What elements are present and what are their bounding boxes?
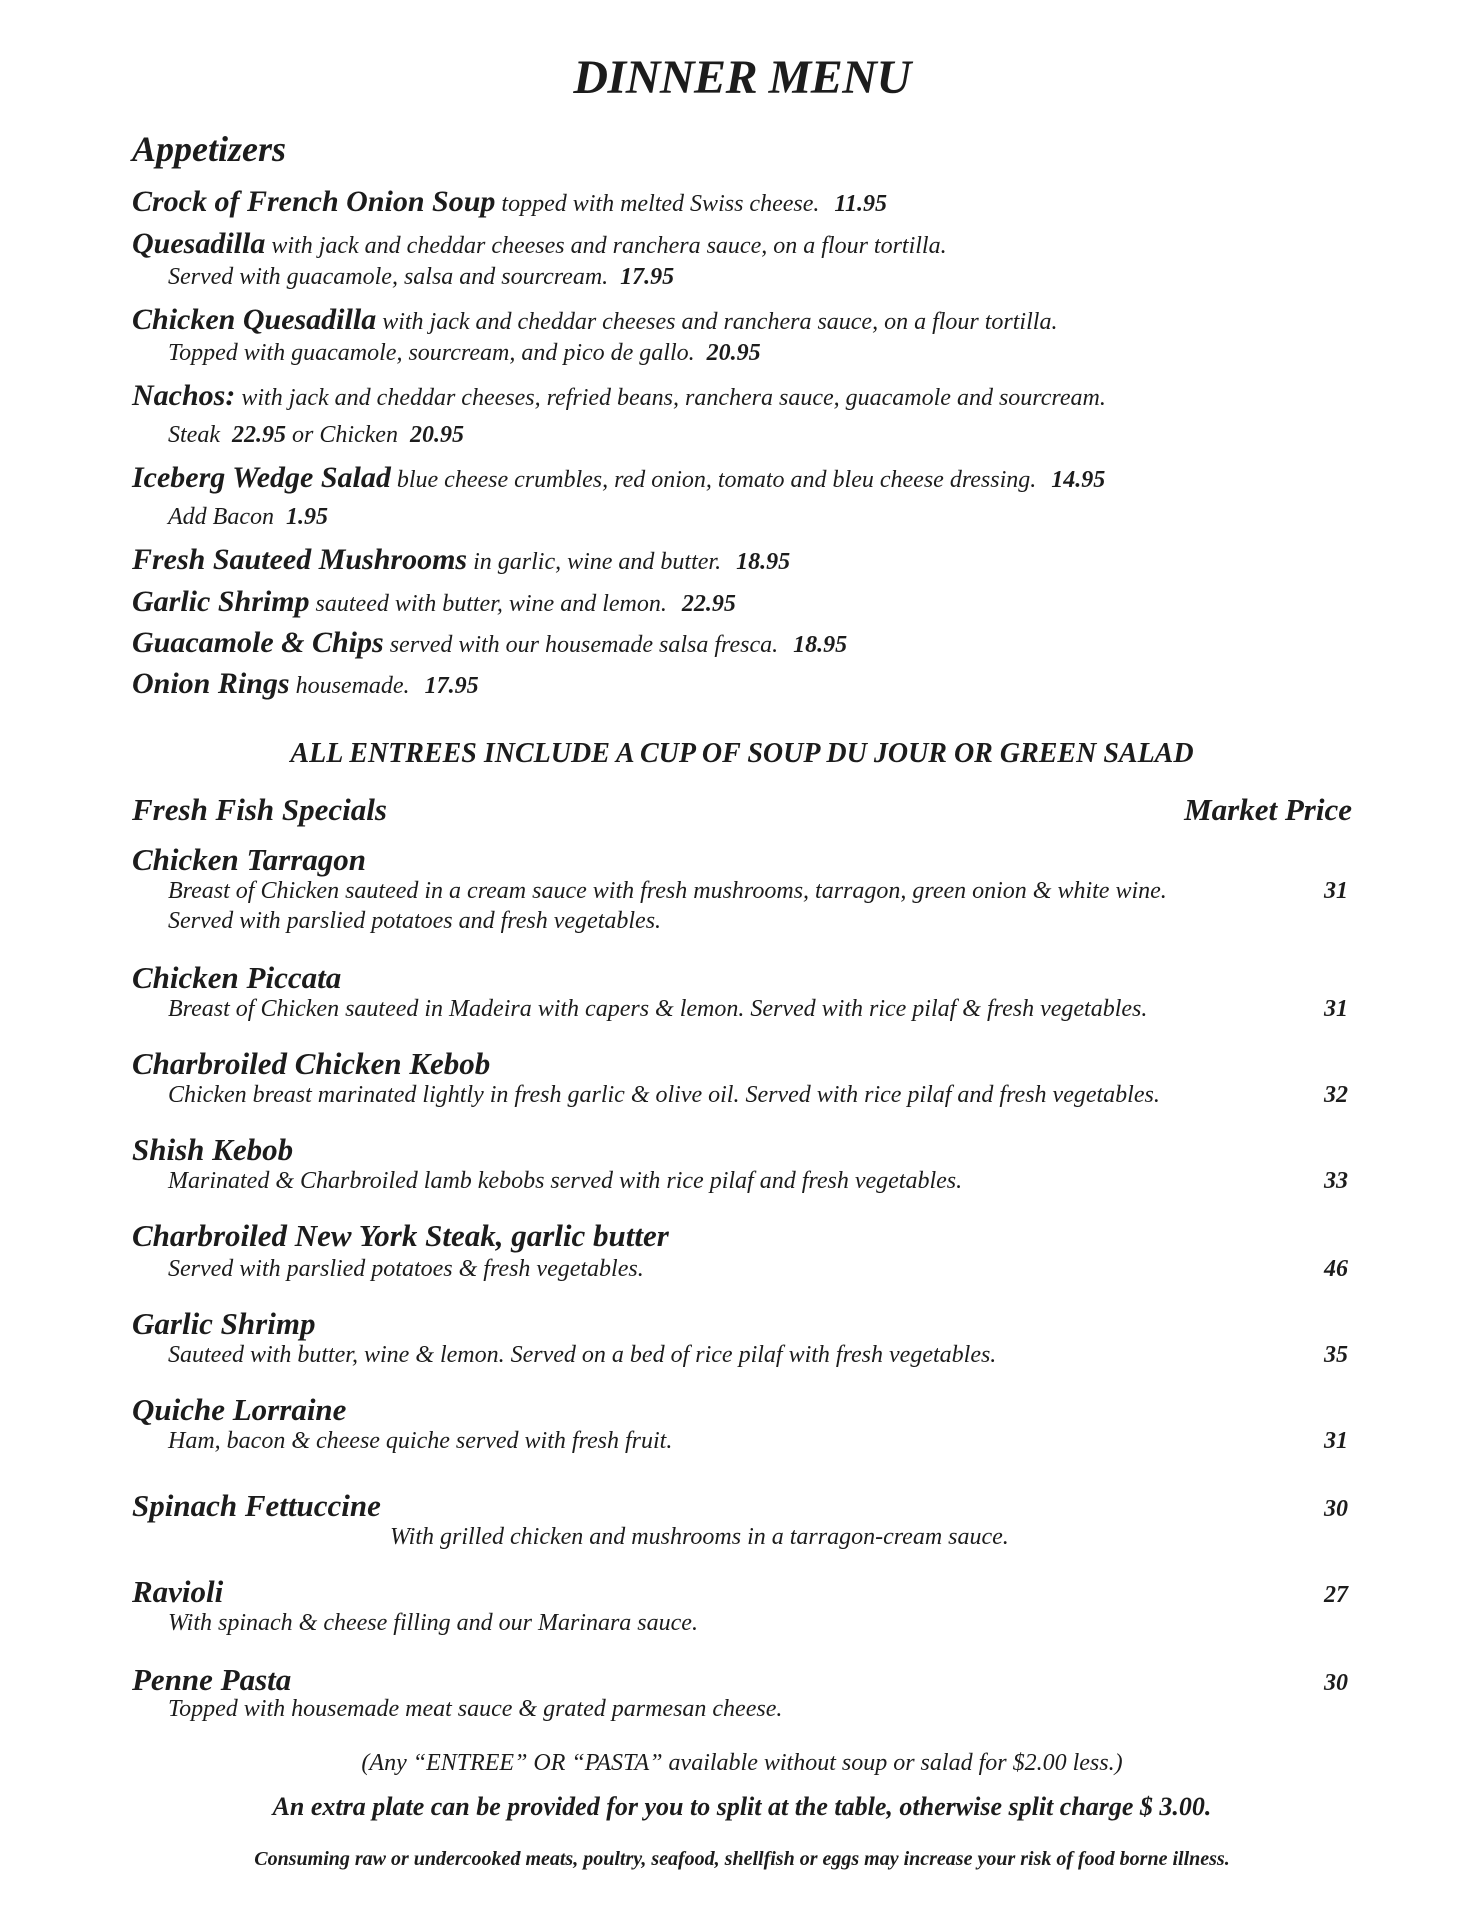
appetizer-price: 18.95 bbox=[793, 632, 848, 658]
appetizer-name: Fresh Sauteed Mushrooms bbox=[132, 543, 468, 576]
appetizer-price: 20.95 bbox=[706, 340, 761, 366]
entree-price: 33 bbox=[1324, 1168, 1348, 1194]
appetizer-name: Nachos: bbox=[132, 379, 236, 412]
entree-price: 30 bbox=[1324, 1670, 1348, 1696]
appetizer-desc: blue cheese crumbles, red onion, tomato and bleu cheese dressing. bbox=[390, 467, 1037, 493]
entree-name: Ravioli bbox=[132, 1574, 224, 1609]
appetizer-item bbox=[132, 625, 847, 663]
appetizer-desc: with jack and cheddar cheeses and ranchera sauce, on a flour tortilla. bbox=[265, 233, 947, 259]
entree-desc: With spinach & cheese filling and our Marinara sauce. bbox=[168, 1610, 698, 1636]
appetizer-desc: housemade. bbox=[289, 673, 410, 699]
entree-name: Shish Kebob bbox=[132, 1132, 294, 1167]
appetizer-sub-desc: Add Bacon bbox=[168, 504, 274, 530]
entree-desc: Chicken breast marinated lightly in fresh garlic & olive oil. Served with rice pilaf and fresh vegetables. bbox=[168, 1082, 1160, 1108]
appetizer-item bbox=[132, 666, 479, 704]
split-charge-note: An extra plate can be provided for you to split at the table, otherwise split charge $ 3.00. bbox=[272, 1792, 1212, 1821]
entrees-banner: ALL ENTREES INCLUDE A CUP OF SOUP DU JOUR OR GREEN SALAD bbox=[290, 738, 1194, 769]
appetizer-desc: with jack and cheddar cheeses and ranchera sauce, on a flour tortilla. bbox=[376, 309, 1058, 335]
entree-desc: Ham, bacon & cheese quiche served with fresh fruit. bbox=[168, 1428, 673, 1454]
appetizer-desc: topped with melted Swiss cheese. bbox=[495, 191, 820, 217]
entree-price: 32 bbox=[1324, 1082, 1348, 1108]
appetizer-name: Garlic Shrimp bbox=[132, 585, 310, 618]
entree-desc: Sauteed with butter, wine & lemon. Served on a bed of rice pilaf with fresh vegetables. bbox=[168, 1342, 997, 1368]
appetizer-item bbox=[132, 226, 947, 264]
entree-desc: Marinated & Charbroiled lamb kebobs served with rice pilaf and fresh vegetables. bbox=[168, 1168, 963, 1194]
appetizer-item bbox=[132, 460, 1105, 498]
no-soup-note: (Any “ENTREE” OR “PASTA” available without soup or salad for $2.00 less.) bbox=[361, 1750, 1123, 1776]
appetizer-item bbox=[132, 184, 887, 222]
entree-desc: With grilled chicken and mushrooms in a tarragon-cream sauce. bbox=[390, 1524, 1009, 1550]
appetizer-desc: sauteed with butter, wine and lemon. bbox=[309, 591, 667, 617]
market-price-label: Market Price bbox=[1184, 792, 1352, 827]
entree-name: Chicken Tarragon bbox=[132, 842, 366, 877]
appetizer-price: 1.95 bbox=[285, 504, 328, 530]
entree-name: Garlic Shrimp bbox=[132, 1306, 316, 1341]
entree-name: Charbroiled New York Steak, garlic butter bbox=[132, 1218, 669, 1253]
appetizer-name: Chicken Quesadilla bbox=[132, 303, 377, 336]
entree-name: Chicken Piccata bbox=[132, 960, 342, 995]
entree-desc: Breast of Chicken sauteed in a cream sauce with fresh mushrooms, tarragon, green onion & white wine. bbox=[168, 878, 1167, 904]
appetizer-subline bbox=[168, 340, 761, 367]
appetizer-item bbox=[132, 542, 790, 580]
appetizer-price: 17.95 bbox=[620, 264, 675, 290]
entree-price: 31 bbox=[1324, 878, 1348, 904]
appetizer-desc: in garlic, wine and butter. bbox=[467, 549, 722, 575]
appetizer-price: 22.95 bbox=[681, 591, 736, 617]
entree-price: 31 bbox=[1324, 1428, 1348, 1454]
appetizer-item bbox=[132, 302, 1057, 340]
entree-price: 35 bbox=[1324, 1342, 1348, 1368]
appetizers-heading: Appetizers bbox=[132, 129, 287, 169]
appetizer-name: Iceberg Wedge Salad bbox=[132, 461, 391, 494]
entree-desc: Served with parslied potatoes and fresh vegetables. bbox=[168, 908, 662, 934]
entree-price: 46 bbox=[1324, 1256, 1348, 1282]
fish-specials-label: Fresh Fish Specials bbox=[132, 792, 387, 827]
food-safety-warning: Consuming raw or undercooked meats, poultry, seafood, shellfish or eggs may increase your risk of food borne illness. bbox=[254, 1848, 1230, 1870]
appetizer-sub-desc: Served with guacamole, salsa and sourcream. bbox=[168, 264, 609, 290]
appetizer-item bbox=[132, 584, 736, 622]
entree-desc: Breast of Chicken sauteed in Madeira with capers & lemon. Served with rice pilaf & fresh vegetables. bbox=[168, 996, 1148, 1022]
appetizer-sub-desc: or Chicken bbox=[291, 422, 398, 448]
appetizer-price: 14.95 bbox=[1051, 467, 1106, 493]
entree-name: Quiche Lorraine bbox=[132, 1392, 347, 1427]
appetizer-sub-desc: Steak bbox=[168, 422, 220, 448]
entree-name: Penne Pasta bbox=[132, 1662, 292, 1697]
appetizer-name: Guacamole & Chips bbox=[132, 626, 384, 659]
menu-title: DINNER MENU bbox=[573, 51, 911, 104]
appetizer-name: Crock of French Onion Soup bbox=[132, 185, 496, 218]
appetizer-desc: with jack and cheddar cheeses, refried beans, ranchera sauce, guacamole and sourcream. bbox=[235, 385, 1106, 411]
appetizer-price: 20.95 bbox=[409, 422, 464, 448]
appetizer-subline bbox=[168, 264, 674, 291]
entree-desc: Served with parslied potatoes & fresh vegetables. bbox=[168, 1256, 644, 1282]
appetizer-desc: served with our housemade salsa fresca. bbox=[383, 632, 779, 658]
appetizer-subline bbox=[168, 504, 328, 531]
appetizer-name: Onion Rings bbox=[132, 667, 290, 700]
appetizer-name: Quesadilla bbox=[132, 227, 266, 260]
appetizer-item bbox=[132, 378, 1106, 416]
entree-name: Charbroiled Chicken Kebob bbox=[132, 1046, 491, 1081]
entree-price: 27 bbox=[1324, 1582, 1348, 1608]
appetizer-price: 18.95 bbox=[736, 549, 791, 575]
entree-desc: Topped with housemade meat sauce & grated parmesan cheese. bbox=[168, 1696, 783, 1722]
entree-name: Spinach Fettuccine bbox=[132, 1488, 381, 1523]
entree-price: 30 bbox=[1324, 1496, 1348, 1522]
appetizer-subline bbox=[168, 422, 464, 449]
entree-price: 31 bbox=[1324, 996, 1348, 1022]
appetizer-price: 22.95 bbox=[231, 422, 286, 448]
appetizer-sub-desc: Topped with guacamole, sourcream, and pico de gallo. bbox=[168, 340, 695, 366]
appetizer-price: 11.95 bbox=[834, 191, 888, 217]
appetizer-price: 17.95 bbox=[424, 673, 479, 699]
